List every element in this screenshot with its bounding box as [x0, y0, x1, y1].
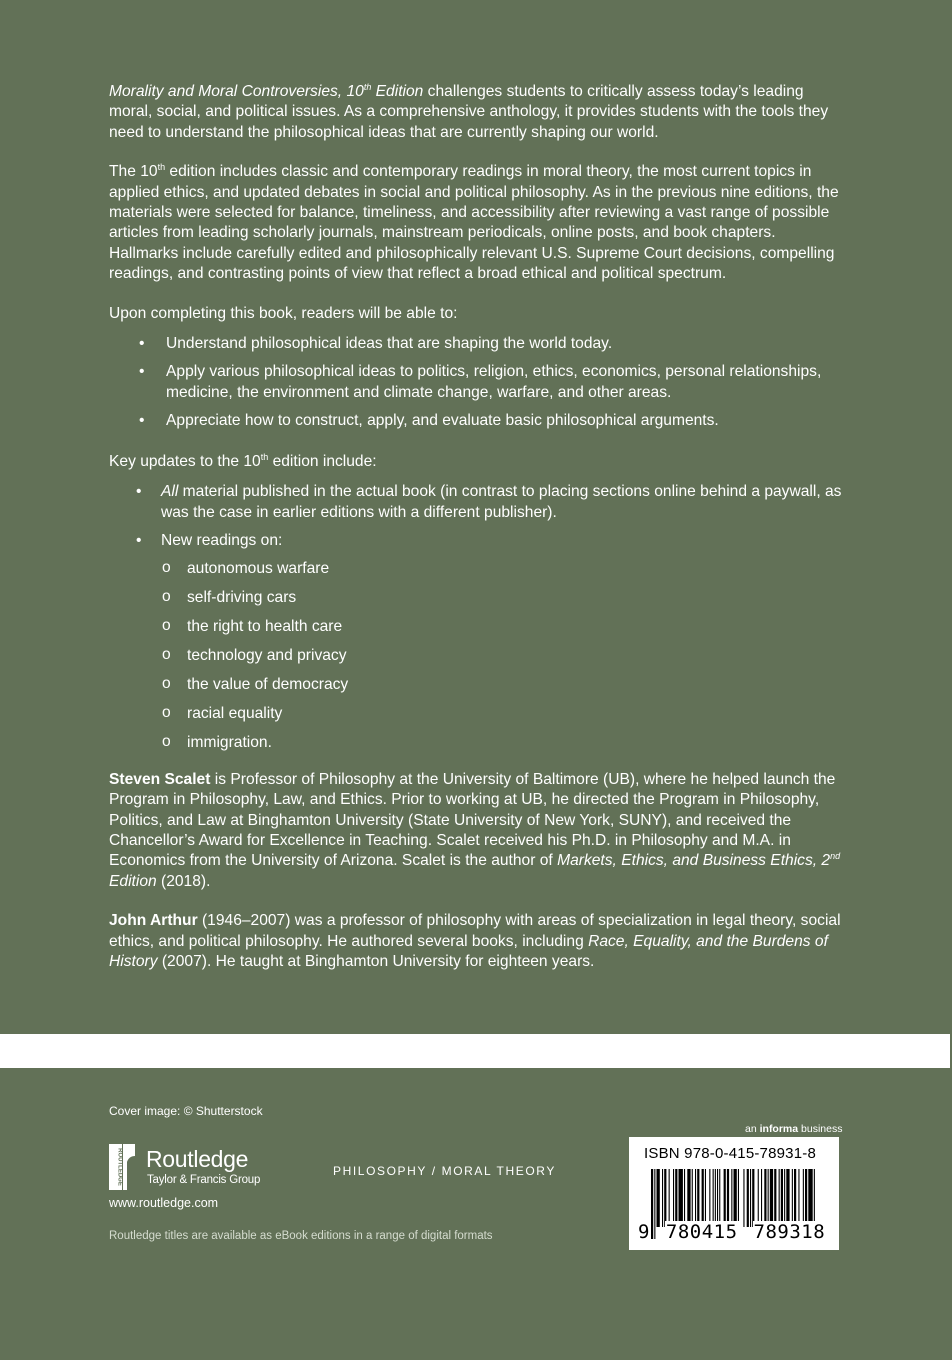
barcode-bar [734, 1169, 737, 1227]
barcode-bar [738, 1169, 739, 1227]
barcode-bar [794, 1169, 796, 1227]
barcode-bar [692, 1169, 693, 1227]
list-item: • Appreciate how to construct, apply, and evaluate basic philosophical arguments. [109, 411, 849, 431]
intro-paragraph [109, 82, 849, 143]
barcode-bar [808, 1169, 812, 1227]
barcode-bar [761, 1169, 762, 1227]
barcode-bar [764, 1169, 766, 1227]
author-bio-text: is Professor of Philosophy at the University of Baltimore (UB), where he helped launch the Program in Philosophy, Law, and Ethics. Prior to working at UB, he directed the Program in Philosophy, Politics, and Law at Binghamton University (State University of New York, SUNY), and received the Chancellor’s Award for Excellence in Teaching. Scalet received his Ph.D. in Philosophy and M.A. in Economics from the University of Arizona. Scalet is the author of [109, 770, 836, 870]
updates-intro-end: edition include: [268, 452, 377, 470]
barcode-bar [786, 1169, 789, 1227]
barcode-bar [774, 1169, 776, 1227]
barcode-bar [792, 1169, 793, 1227]
barcode-bar [750, 1169, 751, 1227]
ebook-note: Routledge titles are available as eBook editions in a range of digital formats [109, 1230, 493, 1242]
barcode-bar [669, 1169, 670, 1227]
publisher-name: Routledge [146, 1146, 249, 1172]
barcode-bar [770, 1169, 773, 1227]
barcode-bar [664, 1169, 666, 1227]
new-readings-list [109, 559, 849, 753]
list-item: • Understand philosophical ideas that are shaping the world today. [109, 334, 849, 354]
barcode-digits-right: 789318 [753, 1221, 826, 1243]
barcode-bar [803, 1169, 804, 1227]
barcode-bar [702, 1169, 704, 1227]
sub-list-item: o technology and privacy [109, 646, 849, 666]
author-bio-text: (1946–2007) was a professor of philosophy with areas of specialization in legal theory, social ethics, and political philosophy. He authored several books, including [109, 912, 841, 950]
edition-superscript: th [157, 162, 166, 173]
barcode-bar [687, 1169, 690, 1227]
barcode-bar [719, 1169, 720, 1227]
informa-tagline [745, 1123, 842, 1135]
sub-list-item: o immigration. [109, 733, 849, 753]
barcode-bar [695, 1169, 696, 1227]
author-name: Steven Scalet [109, 770, 211, 788]
publisher-group: Taylor & Francis Group [147, 1174, 261, 1186]
sub-list-item: o the right to health care [109, 617, 849, 637]
barcode-bar [709, 1169, 710, 1227]
author-bio-arthur [109, 911, 849, 972]
routledge-logo-icon [109, 1144, 135, 1190]
author-name: John Arthur [109, 912, 198, 930]
barcode-bar [805, 1169, 807, 1227]
author-book-title: Markets, Ethics, and Business Ethics, 2 [557, 852, 831, 870]
barcode-bar [679, 1169, 683, 1227]
intro-text: challenges students to critically assess today’s leading moral, social, and political issues. As a comprehensive anthology, it provides students with the tools they need to understand the philosophical ideas that are currently shaping our world. [109, 83, 829, 141]
barcode-bar [784, 1169, 785, 1227]
barcode-bar [798, 1169, 799, 1227]
barcode-digits-left: 780415 [665, 1221, 738, 1243]
update-emphasis: All [161, 483, 179, 501]
publisher-logo [109, 1144, 309, 1192]
logo-vertical-text: ROUTLEDGE [116, 1148, 123, 1186]
isbn-barcode [629, 1137, 839, 1250]
author-book-title-end: Edition [109, 872, 157, 890]
barcode-bar [673, 1169, 674, 1227]
book-title: Morality and Moral Controversies, 10 [109, 83, 364, 100]
subject-category: PHILOSOPHY / MORAL THEORY [333, 1164, 556, 1178]
list-item [109, 482, 849, 523]
updates-intro [109, 452, 849, 472]
updates-list [109, 482, 849, 754]
barcode-bar [697, 1169, 699, 1227]
divider-band [0, 1034, 950, 1068]
barcode-bar [657, 1169, 660, 1227]
edition-text-start: The 10 [109, 163, 158, 181]
barcode-digits [637, 1221, 826, 1243]
barcode-bar [727, 1169, 729, 1227]
barcode-bar [758, 1169, 759, 1227]
informa-brand: informa [759, 1123, 799, 1135]
updates-superscript: th [260, 451, 269, 462]
barcode-bar [779, 1169, 780, 1227]
author-book-year: (2018). [156, 872, 211, 890]
sub-list-item: o racial equality [109, 704, 849, 724]
informa-suffix: business [798, 1123, 843, 1135]
barcode-bar [724, 1169, 726, 1227]
isbn-label: ISBN 978-0-415-78931-8 [644, 1145, 817, 1162]
barcode-bar [717, 1169, 718, 1227]
book-title-end: Edition [371, 83, 424, 100]
cover-credit: Cover image: © Shutterstock [109, 1104, 263, 1118]
barcode-bar [675, 1169, 677, 1227]
book-superscript: nd [830, 851, 841, 862]
updates-intro-start: Key updates to the 10 [109, 452, 261, 470]
outcomes-list [109, 334, 849, 432]
barcode-bar [752, 1169, 754, 1227]
list-item: • Apply various philosophical ideas to politics, religion, ethics, economics, personal relationships, medicine, the environment and climate change, warfare, and other areas. [109, 362, 849, 403]
barcode-bar [747, 1169, 749, 1227]
barcode-bar [684, 1169, 685, 1227]
author-bio-end: (2007). He taught at Binghamton University for eighteen years. [157, 952, 595, 970]
sub-list-item: o the value of democracy [109, 675, 849, 695]
author-bio-scalet [109, 770, 849, 892]
update-text: material published in the actual book (in contrast to placing sections online behind a paywall, as was the case in earlier editions with a different publisher). [161, 483, 842, 521]
list-item [109, 531, 849, 754]
update-text: New readings on: [161, 531, 283, 549]
title-superscript: th [363, 81, 372, 92]
barcode-bar [743, 1169, 744, 1227]
barcode-bar [731, 1169, 732, 1227]
sub-list-item: o self-driving cars [109, 588, 849, 608]
barcode-bar [768, 1169, 769, 1227]
edition-text: edition includes classic and contemporary readings in moral theory, the most current topics in applied ethics, and updated debates in social and political philosophy. As in the previous nine editions, the materials were selected for balance, timeliness, and accessibility after reviewing a vast range of possible articles from leading scholarly journals, mainstream periodicals, online posts, and book chapters. Hallmarks include carefully edited and philosophically relevant U.S. Supreme Court decisions, compelling readings, and contrasting points of view that reflect a broad ethical and political spectrum. [109, 163, 839, 283]
outcomes-intro: Upon completing this book, readers will be able to: [109, 304, 458, 322]
edition-paragraph [109, 162, 849, 284]
informa-prefix: an [745, 1123, 760, 1135]
barcode-bar [662, 1169, 663, 1227]
barcode-bar [781, 1169, 783, 1227]
barcode-bar [705, 1169, 706, 1227]
barcode-bar [713, 1169, 714, 1227]
back-cover-blurb [109, 82, 849, 991]
author-book-title: Race, Equality, and the Burdens of History [109, 932, 828, 970]
publisher-website: www.routledge.com [109, 1196, 219, 1210]
barcode-digit-lead: 9 [638, 1221, 650, 1243]
sub-list-item: o autonomous warfare [109, 559, 849, 579]
